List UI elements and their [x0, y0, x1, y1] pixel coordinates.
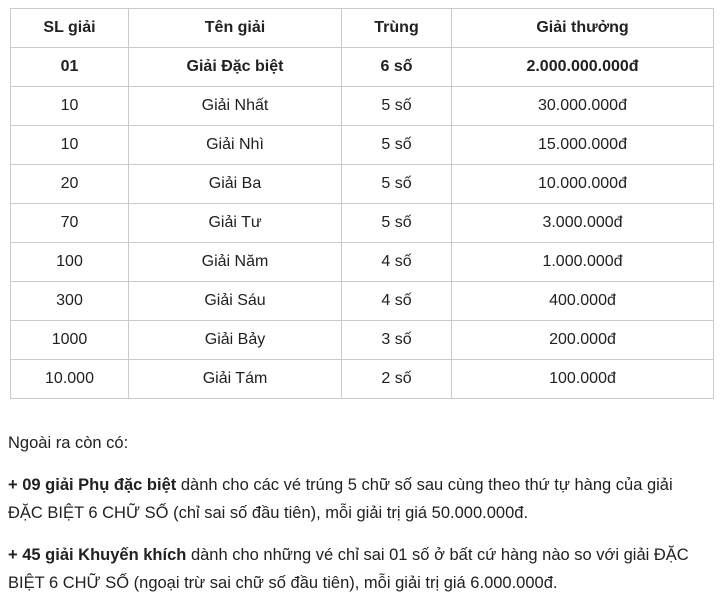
header-giai-thuong: Giải thưởng: [452, 9, 714, 48]
note-lead: + 09 giải Phụ đặc biệt: [8, 476, 177, 494]
table-row: [11, 282, 714, 321]
cell-prize-value: 3.000.000đ: [452, 204, 714, 243]
cell-prize-value: 2.000.000.000đ: [452, 48, 714, 87]
notes-section: [8, 429, 712, 597]
cell-quantity: 01: [11, 48, 129, 87]
header-sl-giai: SL giải: [11, 9, 129, 48]
cell-prize-value: 100.000đ: [452, 360, 714, 399]
cell-match: 3 số: [342, 321, 452, 360]
cell-quantity: 10: [11, 126, 129, 165]
note-special-sub-prize: [8, 471, 712, 527]
cell-quantity: 10.000: [11, 360, 129, 399]
cell-prize-name: Giải Nhất: [129, 87, 342, 126]
note-lead: + 45 giải Khuyến khích: [8, 546, 187, 564]
cell-match: 6 số: [342, 48, 452, 87]
prize-table: [10, 8, 714, 399]
cell-prize-name: Giải Năm: [129, 243, 342, 282]
cell-prize-value: 200.000đ: [452, 321, 714, 360]
cell-prize-name: Giải Nhì: [129, 126, 342, 165]
note-text: dành cho các vé trúng 5 chữ số sau cùng theo thứ tự hàng của giải ĐẶC BIỆT 6 CHỮ SỐ (chỉ sai số đầu tiên), mỗi giải trị giá 50.000.000đ.: [8, 476, 673, 522]
cell-match: 2 số: [342, 360, 452, 399]
cell-quantity: 300: [11, 282, 129, 321]
cell-prize-value: 10.000.000đ: [452, 165, 714, 204]
cell-match: 5 số: [342, 204, 452, 243]
cell-match: 4 số: [342, 243, 452, 282]
table-row: [11, 165, 714, 204]
table-row: [11, 126, 714, 165]
cell-match: 5 số: [342, 87, 452, 126]
cell-quantity: 20: [11, 165, 129, 204]
notes-intro: Ngoài ra còn có:: [8, 434, 129, 452]
cell-prize-name: Giải Sáu: [129, 282, 342, 321]
header-trung: Trùng: [342, 9, 452, 48]
table-row: [11, 48, 714, 87]
table-row: [11, 204, 714, 243]
cell-match: 5 số: [342, 165, 452, 204]
table-row: [11, 87, 714, 126]
table-row: [11, 321, 714, 360]
cell-match: 4 số: [342, 282, 452, 321]
cell-prize-name: Giải Tư: [129, 204, 342, 243]
cell-quantity: 70: [11, 204, 129, 243]
note-consolation-prize: [8, 541, 712, 597]
cell-prize-name: Giải Tám: [129, 360, 342, 399]
cell-quantity: 10: [11, 87, 129, 126]
table-row: [11, 360, 714, 399]
table-header-row: [11, 9, 714, 48]
table-row: [11, 243, 714, 282]
cell-quantity: 100: [11, 243, 129, 282]
cell-match: 5 số: [342, 126, 452, 165]
note-text: dành cho những vé chỉ sai 01 số ở bất cứ hàng nào so với giải ĐẶC BIỆT 6 CHỮ SỐ (ngoại trừ sai chữ số đầu tiên), mỗi giải trị giá 6.000.000đ.: [8, 546, 689, 592]
cell-prize-name: Giải Ba: [129, 165, 342, 204]
cell-prize-name: Giải Đặc biệt: [129, 48, 342, 87]
cell-prize-value: 400.000đ: [452, 282, 714, 321]
cell-prize-value: 15.000.000đ: [452, 126, 714, 165]
header-ten-giai: Tên giải: [129, 9, 342, 48]
cell-prize-value: 1.000.000đ: [452, 243, 714, 282]
cell-prize-name: Giải Bảy: [129, 321, 342, 360]
cell-prize-value: 30.000.000đ: [452, 87, 714, 126]
cell-quantity: 1000: [11, 321, 129, 360]
